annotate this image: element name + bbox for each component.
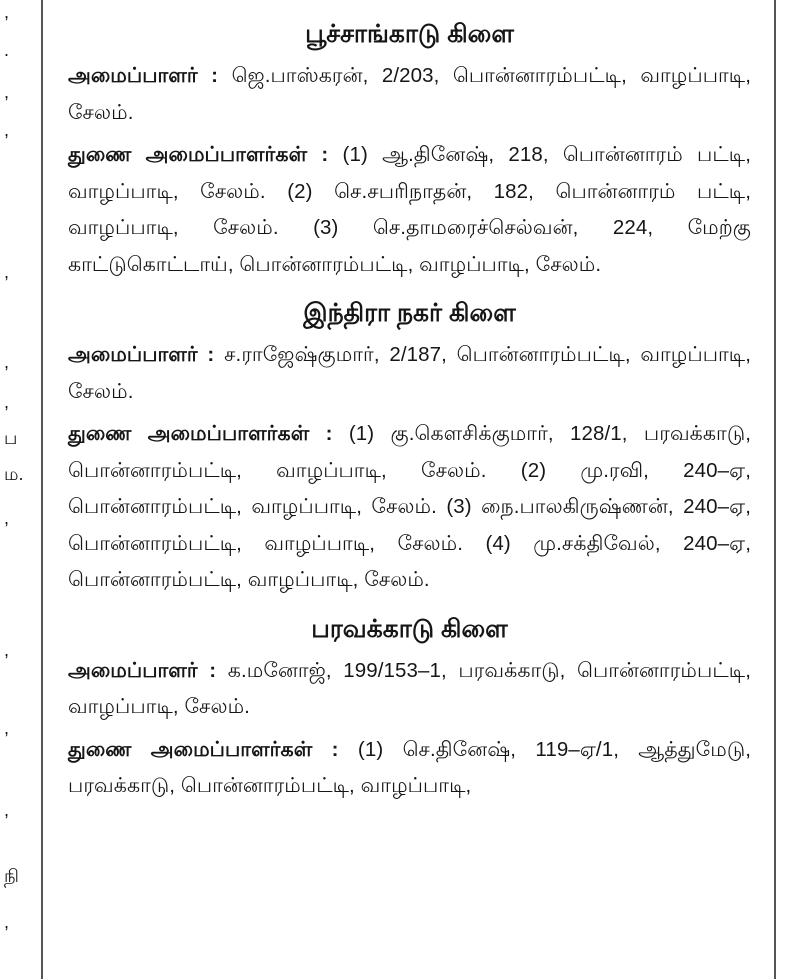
- margin-fragment: நி: [4, 866, 19, 886]
- margin-fragment: ,: [4, 392, 10, 412]
- right-column-divider: [774, 0, 776, 979]
- document-column: [68, 14, 751, 815]
- margin-fragment: ம.: [4, 464, 24, 484]
- branch-section: [68, 293, 751, 599]
- column-divider: [41, 0, 43, 979]
- margin-fragment: ,: [4, 800, 10, 820]
- organiser-label: அமைப்பாளர் :: [68, 343, 215, 366]
- margin-fragment: .: [4, 40, 10, 60]
- deputy-text: (1) ஆ.தினேஷ், 218, பொன்னாரம் பட்டி, வாழப்பாடி, சேலம். (2) செ.சபரிநாதன், 182, பொன்னாரம் பட்டி, வாழப்பாடி, சேலம். (3) செ.தாமரைச்செல்வன், 224, மேற்கு காட்டுகொட்டாய், பொன்னாரம்பட்டி, வாழப்பாடி, சேலம்.: [68, 143, 752, 276]
- organiser-text: ஜெ.பாஸ்கரன், 2/203, பொன்னாரம்பட்டி, வாழப்பாடி, சேலம்.: [68, 64, 751, 124]
- deputy-text: (1) கு.கௌசிக்குமார், 128/1, பரவக்காடு, பொன்னாரம்பட்டி, வாழப்பாடி, சேலம். (2) மு.ரவி, 240–ஏ, பொன்னாரம்பட்டி, வாழப்பாடி, சேலம். (3) நை.பாலகிருஷ்ணன், 240–ஏ, பொன்னாரம்பட்டி, வாழப்பாடி, சேலம். (4) மு.சக்திவேல், 240–ஏ, பொன்னாரம்பட்டி, வாழப்பாடி, சேலம்.: [68, 422, 752, 591]
- organiser-text: ச.ராஜேஷ்குமார், 2/187, பொன்னாரம்பட்டி, வாழப்பாடி, சேலம்.: [68, 343, 751, 403]
- branch-section: [68, 609, 751, 805]
- deputy-label: துணை அமைப்பாளர்கள் :: [68, 422, 333, 445]
- organiser-label: அமைப்பாளர் :: [68, 64, 219, 87]
- organiser-text: க.மனோஜ், 199/153–1, பரவக்காடு, பொன்னாரம்பட்டி, வாழப்பாடி, சேலம்.: [68, 658, 751, 718]
- margin-fragment: ப: [4, 428, 18, 448]
- margin-fragment: ,: [4, 352, 10, 372]
- deputy-label: துணை அமைப்பாளர்கள் :: [68, 737, 339, 761]
- section-heading: பரவக்காடு கிளை: [311, 614, 508, 643]
- branch-section: [68, 14, 751, 283]
- section-heading: பூச்சாங்காடு கிளை: [305, 20, 514, 48]
- organiser-entry: [68, 337, 751, 410]
- organiser-entry: [68, 58, 751, 131]
- deputy-text: (1) செ.தினேஷ், 119–ஏ/1, ஆத்துமேடு, பரவக்காடு, பொன்னாரம்பட்டி, வாழப்பாடி,: [68, 737, 752, 797]
- organiser-label: அமைப்பாளர் :: [68, 658, 217, 682]
- margin-fragment: ,: [4, 82, 10, 102]
- deputy-entry: [68, 137, 751, 283]
- deputy-label: துணை அமைப்பாளர்கள் :: [68, 143, 329, 166]
- margin-fragment: ,: [4, 262, 10, 282]
- deputy-entry: [68, 416, 751, 599]
- margin-fragment: ,: [4, 120, 10, 140]
- margin-fragment: ,: [4, 640, 10, 660]
- left-column-margin: [0, 0, 40, 979]
- margin-fragment: ,: [4, 508, 10, 528]
- section-heading: இந்திரா நகர் கிளை: [303, 299, 516, 327]
- deputy-entry: [68, 732, 751, 805]
- organiser-entry: [68, 653, 751, 726]
- margin-fragment: ,: [4, 912, 10, 932]
- margin-fragment: ,: [4, 2, 10, 22]
- margin-fragment: ,: [4, 718, 10, 738]
